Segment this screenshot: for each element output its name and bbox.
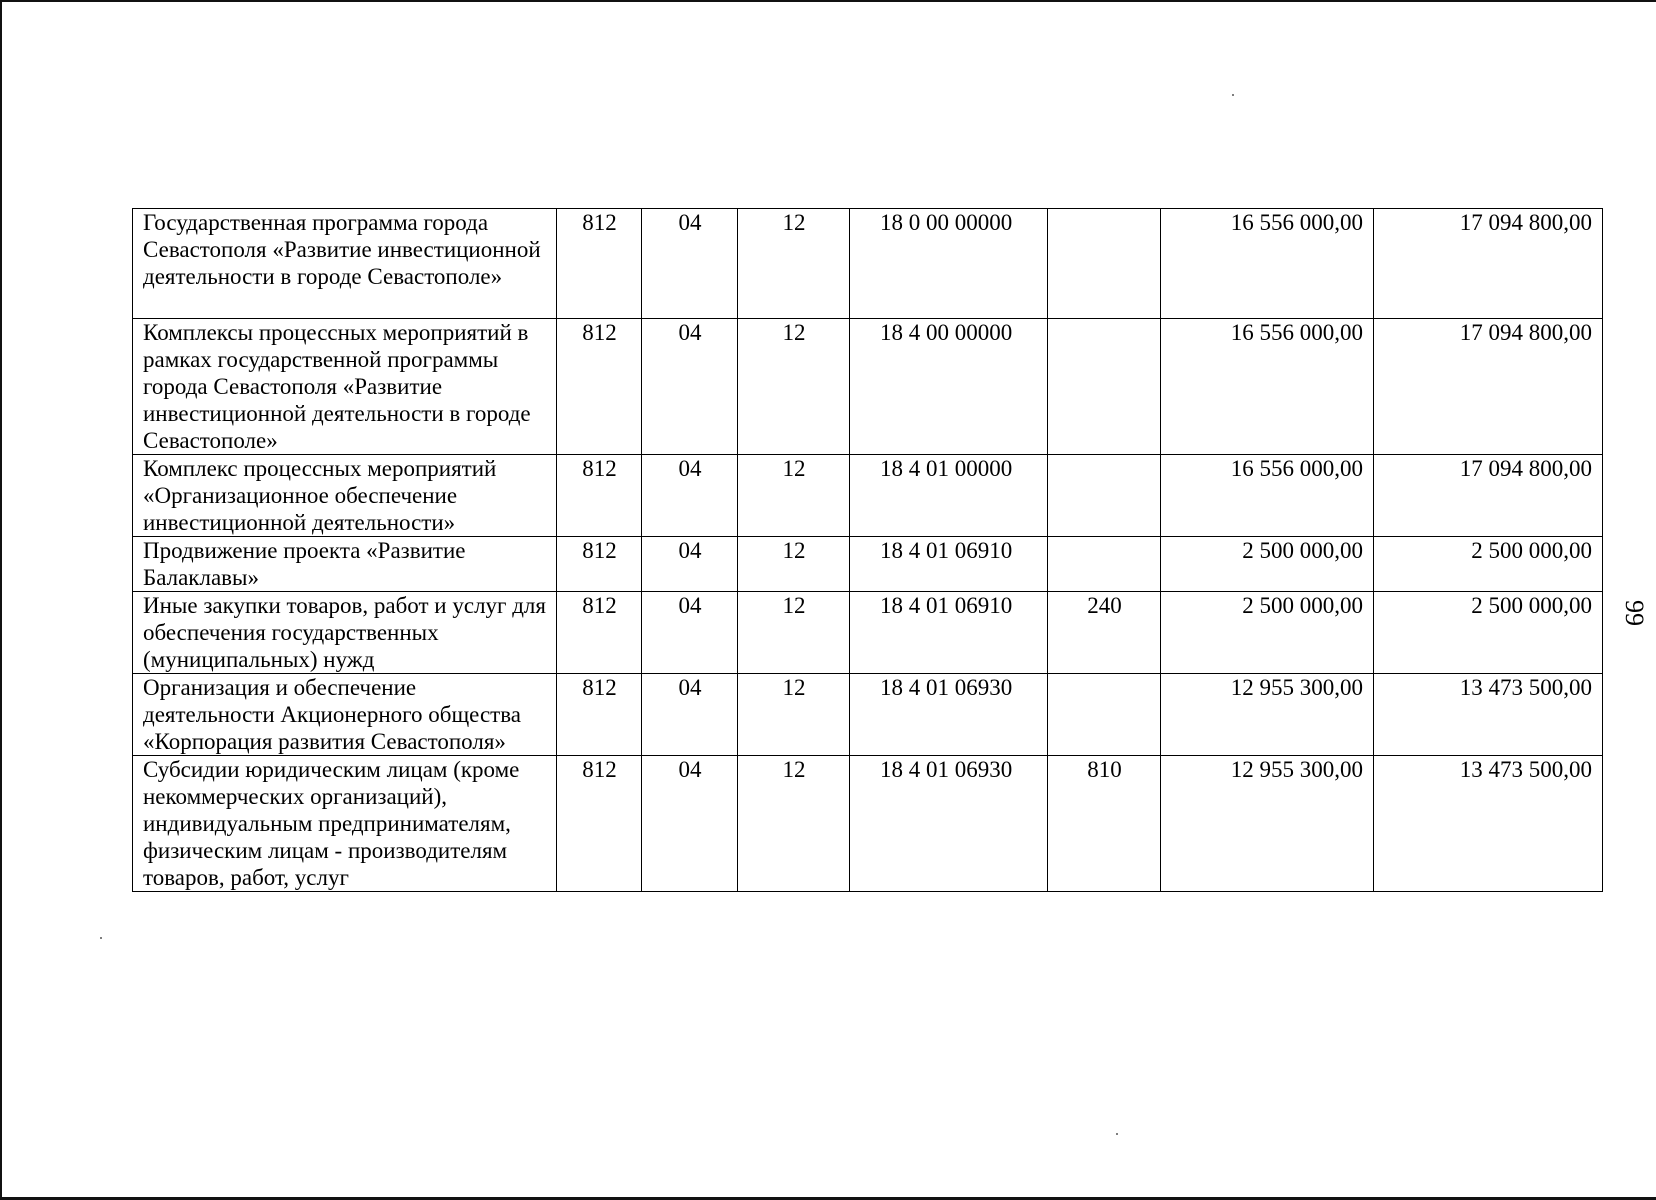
row-sum-2: 2 500 000,00 bbox=[1374, 537, 1603, 592]
row-sum-1: 16 556 000,00 bbox=[1161, 319, 1374, 455]
row-grbs: 812 bbox=[557, 455, 642, 537]
page-number: 99 bbox=[1620, 600, 1649, 626]
table-row bbox=[133, 455, 1603, 537]
row-podrazdel: 12 bbox=[738, 756, 850, 892]
row-vr bbox=[1048, 674, 1161, 756]
table-row bbox=[133, 319, 1603, 455]
row-name: Субсидии юридическим лицам (кроме некоммерческих организаций), индивидуальным предпринимателям, физическим лицам - производителям товаров, работ, услуг bbox=[133, 756, 557, 892]
row-podrazdel: 12 bbox=[738, 455, 850, 537]
row-sum-2: 17 094 800,00 bbox=[1374, 319, 1603, 455]
row-grbs: 812 bbox=[557, 756, 642, 892]
row-razdel: 04 bbox=[642, 674, 738, 756]
table-row bbox=[133, 209, 1603, 319]
row-sum-1: 12 955 300,00 bbox=[1161, 756, 1374, 892]
row-podrazdel: 12 bbox=[738, 319, 850, 455]
row-csr: 18 4 01 06930 bbox=[850, 674, 1048, 756]
row-vr bbox=[1048, 455, 1161, 537]
table-row bbox=[133, 756, 1603, 892]
row-vr bbox=[1048, 537, 1161, 592]
row-razdel: 04 bbox=[642, 756, 738, 892]
row-csr: 18 4 01 06910 bbox=[850, 592, 1048, 674]
row-sum-2: 2 500 000,00 bbox=[1374, 592, 1603, 674]
table-row bbox=[133, 537, 1603, 592]
row-name: Иные закупки товаров, работ и услуг для обеспечения государственных (муниципальных) нужд bbox=[133, 592, 557, 674]
row-vr: 240 bbox=[1048, 592, 1161, 674]
row-csr: 18 4 01 06930 bbox=[850, 756, 1048, 892]
row-sum-2: 17 094 800,00 bbox=[1374, 209, 1603, 319]
row-csr: 18 4 01 06910 bbox=[850, 537, 1048, 592]
scan-speck bbox=[100, 937, 102, 939]
row-grbs: 812 bbox=[557, 537, 642, 592]
row-csr: 18 4 00 00000 bbox=[850, 319, 1048, 455]
row-vr: 810 bbox=[1048, 756, 1161, 892]
row-sum-1: 2 500 000,00 bbox=[1161, 592, 1374, 674]
row-grbs: 812 bbox=[557, 674, 642, 756]
row-sum-1: 16 556 000,00 bbox=[1161, 209, 1374, 319]
row-csr: 18 0 00 00000 bbox=[850, 209, 1048, 319]
scan-speck bbox=[1232, 94, 1234, 96]
row-sum-2: 13 473 500,00 bbox=[1374, 674, 1603, 756]
row-vr bbox=[1048, 209, 1161, 319]
row-grbs: 812 bbox=[557, 592, 642, 674]
row-podrazdel: 12 bbox=[738, 537, 850, 592]
row-name: Государственная программа города Севастополя «Развитие инвестиционной деятельности в городе Севастополе» bbox=[133, 209, 557, 319]
row-razdel: 04 bbox=[642, 455, 738, 537]
table-row bbox=[133, 592, 1603, 674]
row-razdel: 04 bbox=[642, 319, 738, 455]
row-sum-1: 16 556 000,00 bbox=[1161, 455, 1374, 537]
row-podrazdel: 12 bbox=[738, 674, 850, 756]
row-name: Комплексы процессных мероприятий в рамках государственной программы города Севастополя «Развитие инвестиционной деятельности в городе Севастополе» bbox=[133, 319, 557, 455]
row-sum-1: 2 500 000,00 bbox=[1161, 537, 1374, 592]
row-podrazdel: 12 bbox=[738, 209, 850, 319]
row-sum-2: 13 473 500,00 bbox=[1374, 756, 1603, 892]
row-name: Комплекс процессных мероприятий «Организационное обеспечение инвестиционной деятельности» bbox=[133, 455, 557, 537]
table-row bbox=[133, 674, 1603, 756]
row-csr: 18 4 01 00000 bbox=[850, 455, 1048, 537]
row-name: Продвижение проекта «Развитие Балаклавы» bbox=[133, 537, 557, 592]
row-razdel: 04 bbox=[642, 209, 738, 319]
row-razdel: 04 bbox=[642, 537, 738, 592]
row-sum-1: 12 955 300,00 bbox=[1161, 674, 1374, 756]
row-podrazdel: 12 bbox=[738, 592, 850, 674]
row-vr bbox=[1048, 319, 1161, 455]
row-sum-2: 17 094 800,00 bbox=[1374, 455, 1603, 537]
row-name: Организация и обеспечение деятельности Акционерного общества «Корпорация развития Севастополя» bbox=[133, 674, 557, 756]
row-grbs: 812 bbox=[557, 209, 642, 319]
row-grbs: 812 bbox=[557, 319, 642, 455]
budget-table bbox=[132, 208, 1603, 892]
row-razdel: 04 bbox=[642, 592, 738, 674]
scan-speck bbox=[1116, 1133, 1118, 1135]
